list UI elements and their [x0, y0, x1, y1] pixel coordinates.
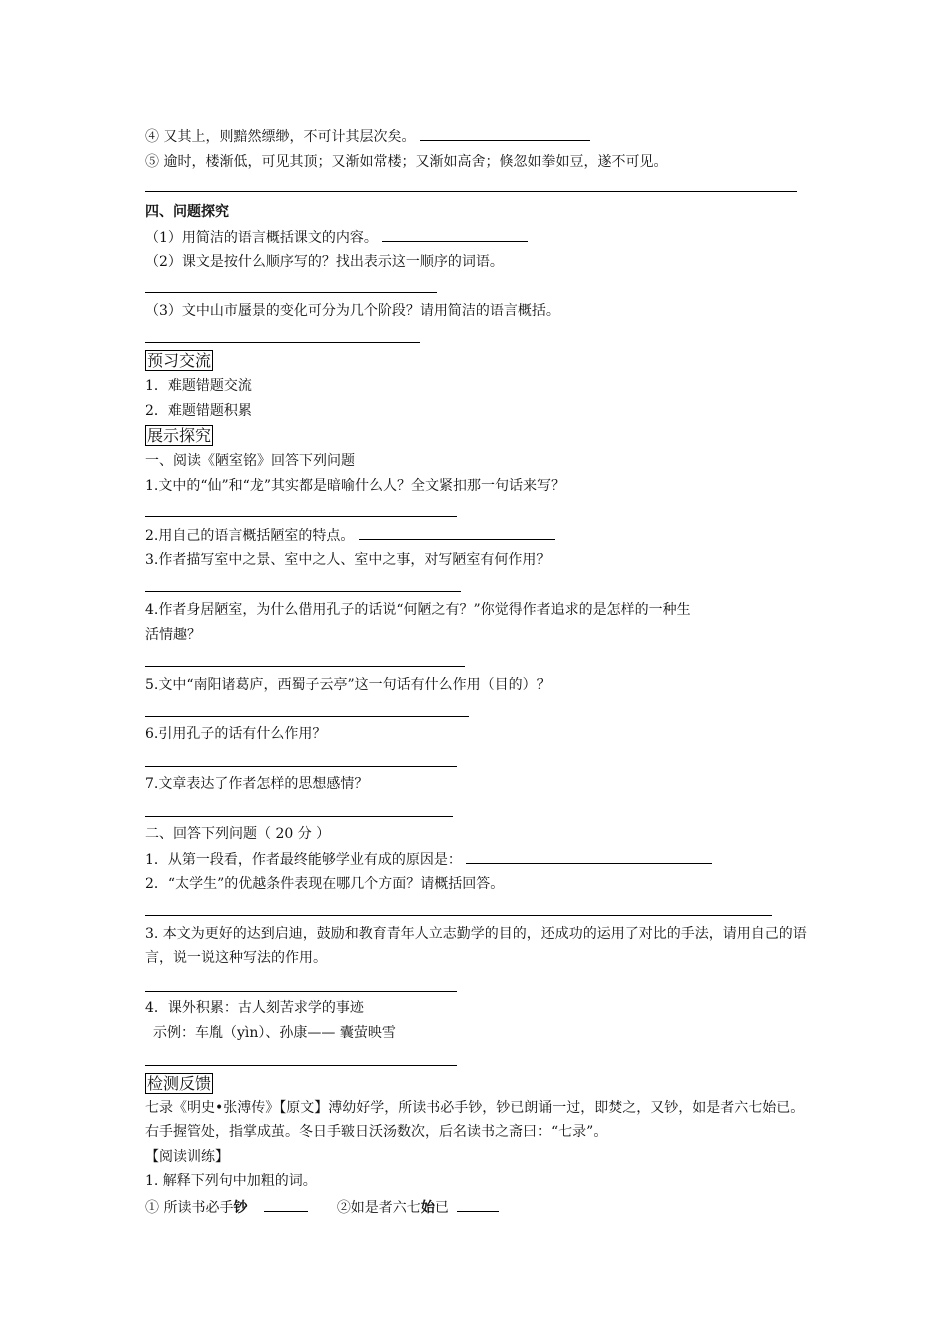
preview-item-1: 1．难题错题交流	[145, 378, 252, 394]
feedback-training-task-1-items	[145, 1197, 499, 1218]
explore-question-1: 1.文中的“仙”和“龙”其实都是暗喻什么人？全文紧扣那一句话来写？	[145, 478, 565, 494]
answer-blank[interactable]	[420, 126, 590, 141]
feedback-passage: 七录《明史•张溥传》【原文】溥幼好学，所读书必手钞，钞已朗诵一过，即焚之，又钞，如是者六七始已。右手握管处，指掌成茧。冬日手皲日沃汤数次，后名读书之斋曰：“七录”。	[145, 1100, 805, 1140]
explore-b-question-2: 2．“太学生”的优越条件表现在哪几个方面？请概括回答。	[145, 876, 505, 892]
section-heading-feedback: 检测反馈	[147, 1074, 212, 1093]
part3-line-5: ⑤ 逾时，楼渐低，可见其顶；又渐如常楼；又渐如高舍；倏忽如拳如豆，遂不可见。	[145, 154, 668, 170]
answer-line[interactable]	[145, 666, 465, 667]
part3-line-4-text: ④ 又其上，则黯然缥缈，不可计其层次矣。	[145, 129, 416, 145]
explore-question-6: 6.引用孔子的话有什么作用？	[145, 726, 327, 742]
part4-heading: 四、问题探究	[145, 204, 229, 220]
item-2-bold-word: 始	[420, 1200, 435, 1216]
part4-question-3: （3）文中山市蜃景的变化可分为几个阶段？请用简洁的语言概括。	[145, 303, 560, 319]
explore-question-2-text: 2.用自己的语言概括陋室的特点。	[145, 528, 355, 544]
feedback-training-heading: 【阅读训练】	[145, 1149, 229, 1165]
answer-line[interactable]	[145, 191, 797, 192]
explore-question-3: 3.作者描写室中之景、室中之人、室中之事，对写陋室有何作用？	[145, 552, 551, 568]
part3-line-4	[145, 126, 590, 147]
answer-line[interactable]	[145, 342, 420, 343]
preview-item-2: 2．难题错题积累	[145, 403, 252, 419]
answer-blank[interactable]	[382, 227, 528, 242]
answer-line[interactable]	[145, 816, 453, 817]
part4-question-2: （2）课文是按什么顺序写的？找出表示这一顺序的词语。	[145, 254, 504, 270]
item-2-text: ②如是者六七	[336, 1200, 421, 1216]
answer-line[interactable]	[145, 1065, 457, 1066]
answer-line[interactable]	[145, 516, 457, 517]
answer-blank[interactable]	[359, 525, 555, 540]
explore-question-7: 7.文章表达了作者怎样的思想感情？	[145, 776, 369, 792]
answer-line[interactable]	[145, 915, 772, 916]
explore-subheading-2: 二、回答下列问题（ 20 分 ）	[145, 826, 331, 842]
part4-question-1-text: （1）用简洁的语言概括课文的内容。	[145, 230, 378, 246]
section-heading-preview: 预习交流	[147, 351, 212, 370]
answer-blank[interactable]	[457, 1197, 499, 1212]
explore-question-4-line-1: 4.作者身居陋室，为什么借用孔子的话说“何陋之有？”你觉得作者追求的是怎样的一种生	[145, 602, 691, 618]
explore-question-2	[145, 525, 555, 546]
answer-line[interactable]	[145, 716, 469, 717]
explore-question-4-line-2: 活情趣？	[145, 627, 201, 643]
section-heading-explore: 展示探究	[147, 426, 212, 445]
explore-b-question-1	[145, 849, 712, 870]
part4-question-1	[145, 227, 528, 248]
explore-b-question-3: 3. 本文为更好的达到启迪，鼓励和教育青年人立志勤学的目的，还成功的运用了对比的手法，请用自己的语言，说一说这种写法的作用。	[145, 926, 807, 966]
answer-line[interactable]	[145, 292, 437, 293]
explore-b-question-1-text: 1．从第一段看，作者最终能够学业有成的原因是：	[145, 852, 462, 868]
answer-blank[interactable]	[264, 1197, 308, 1212]
explore-b-question-4-example: 示例：车胤（yìn）、孙康—— 囊萤映雪	[153, 1025, 396, 1041]
item-2-text-end: 已	[434, 1200, 449, 1216]
explore-question-5: 5.文中“南阳诸葛庐，西蜀子云亭”这一句话有什么作用（目的）？	[145, 677, 551, 693]
item-1-text: ① 所读书必手	[145, 1200, 234, 1216]
answer-blank[interactable]	[466, 849, 712, 864]
answer-line[interactable]	[145, 591, 461, 592]
feedback-training-task-1: 1. 解释下列句中加粗的词。	[145, 1173, 317, 1189]
explore-subheading-1: 一、阅读《陋室铭》回答下列问题	[145, 453, 355, 469]
item-1-bold-word: 钞	[233, 1200, 248, 1216]
explore-b-question-4: 4．课外积累：古人刻苦求学的事迹	[145, 1000, 364, 1016]
answer-line[interactable]	[145, 991, 457, 992]
answer-line[interactable]	[145, 766, 457, 767]
